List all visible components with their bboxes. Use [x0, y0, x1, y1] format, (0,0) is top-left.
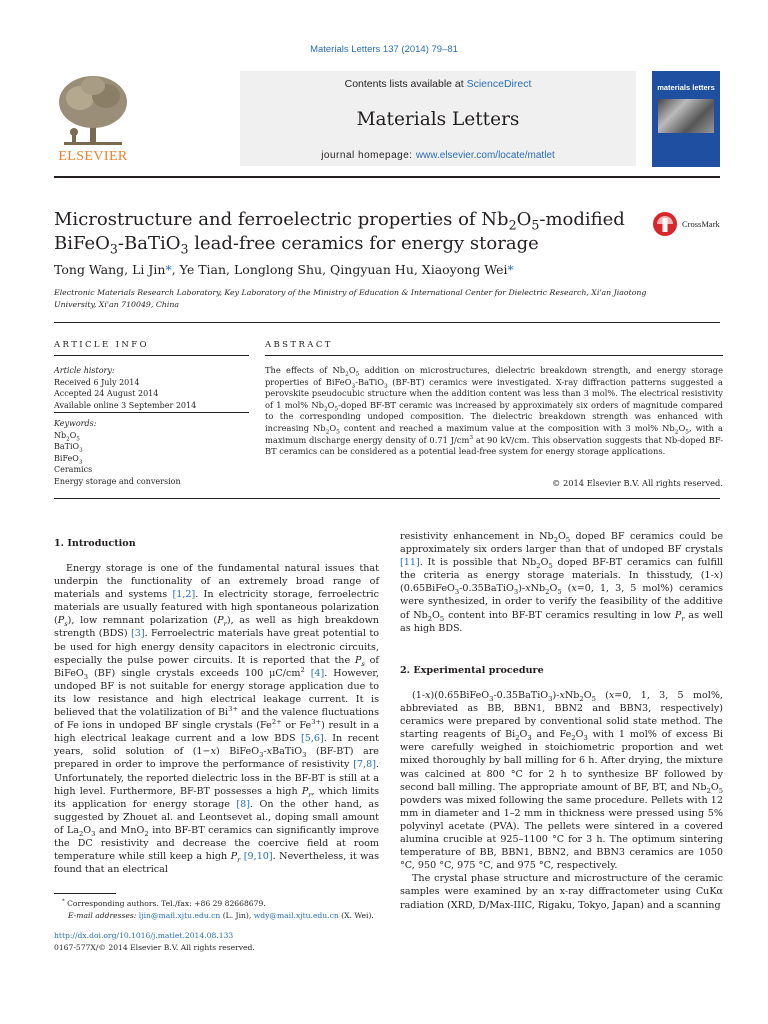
section-2-heading: 2. Experimental procedure — [400, 665, 544, 676]
sciencedirect-link[interactable]: ScienceDirect — [466, 78, 532, 90]
keywords-block — [54, 418, 249, 487]
keyword: $Nb_2O_5$ — [54, 430, 80, 443]
elsevier-tree-logo — [54, 72, 132, 148]
cover-image — [658, 99, 714, 133]
running-header[interactable]: Materials Letters 137 (2014) 79–81 — [310, 44, 458, 55]
homepage-link[interactable]: www.elsevier.com/locate/matlet — [415, 150, 555, 161]
intro-continuation: resistivity enhancement in $Nb_2O_5$ doped BF ceramics could be approximately six orders larger than that of undoped BF crystals [11]. It is possible that $Nb_2O_5$ doped BF-BT ceramics can fulfill the criteria as energy storage materials. In thisstudy, $(1-x)(0.65BiFeO_3-0.35BaTiO_3)-xNb_2O_5$ (x=0, 1, 3, 5 mol%) ceramics were synthesized, in order to verify the feasibility of the additive of $Nb_2O_5$ content into BF-BT ceramics resulting in low $P_r$ as well as high BDS. — [400, 531, 723, 634]
section-1-body — [54, 562, 379, 876]
intro-paragraph: Energy storage is one of the fundamental natural issues that underpin the functionality of an extremely broad range of materials and systems [1,2]. In electricity storage, ferroelectric materials are usually featured with high spontaneous polarization $(P_s)$, low remnant polarization $(P_r)$, as well as high breakdown strength (BDS) [3]. Ferroelectric materials have great potential to be used for high energy density capacitors in electronic circuits, especially the pulse power circuits. It is reported that the $P_s$ of BiFeO$_3$ (BF) single crystals exceeds 100 $\mu C/cm^2$ [4]. However, undoped BF is not suitable for energy storage application due to its low resistance and high electrical leakage current. It is believed that the volatilization of $Bi^{3+}$ and the valence fluctuations of Fe ions in undoped BF single crystals ($Fe^{2+}$ or $Fe^{3+}$) result in a high electrical leakage current and a low BDS [5,6]. In recent years, solid solution of (1−x) BiFeO$_3$-xBaTiO$_3$ (BF-BT) are prepared in order to improve the performance of resistivity [7,8]. Unfortunately, the reported dielectric loss in the BF-BT is still at a high level. Furthermore, BF-BT possesses a high $P_r$, which limits its application for energy storage [8]. On the other hand, as suggested by Zhouet al. and Leontsevet al., doping small amount of $La_2O_3$ and MnO$_2$ into BF-BT ceramics can significantly improve the DC resistivity and decrease the coercive field at room temperature while still keep a high $P_r$ [9,10]. Nevertheless, it was found that an electrical — [54, 563, 380, 876]
masthead-banner — [240, 71, 636, 166]
affiliation-divider — [54, 322, 720, 323]
homepage-label: journal homepage: — [321, 150, 416, 161]
email-note: E-mail addresses: ljin@mail.xjtu.edu.cn (L. Jin), wdy@mail.xjtu.edu.cn (X. Wei). — [68, 910, 374, 920]
crossmark-icon — [652, 209, 678, 239]
footnote-rule — [54, 893, 116, 894]
page-footer — [54, 930, 414, 953]
abstract-copyright: © 2014 Elsevier B.V. All rights reserved. — [552, 478, 723, 488]
footnote — [62, 898, 392, 921]
article-history — [54, 365, 249, 411]
issn-copyright: 0167-577X/© 2014 Elsevier B.V. All rights reserved. — [54, 942, 255, 952]
received-date: Received 6 July 2014 — [54, 377, 140, 387]
crossmark-label: CrossMark — [682, 219, 720, 229]
journal-cover-thumbnail[interactable] — [652, 71, 720, 167]
abstract-heading: ABSTRACT — [265, 340, 333, 350]
article-title — [54, 208, 644, 256]
corresponding-note: * Corresponding authors. Tel./fax: +86 29 82668679. — [62, 898, 266, 908]
keywords-label: Keywords: — [54, 419, 97, 428]
title-line-1: Microstructure and ferroelectric properties of $Nb_2O_5$-modified — [54, 209, 625, 233]
experimental-paragraph-2: The crystal phase structure and microstructure of the ceramic samples were examined by an x-ray diffractometer using CuKα radiation (XRD, D/Max-IIIC, Rigaku, Tokyo, Japan) and a scanning — [400, 873, 723, 911]
title-line-2: BiFeO$_3$-BaTiO$_3$ lead-free ceramics for energy storage — [54, 233, 539, 257]
keyword: BaTiO$_3$ — [54, 442, 83, 454]
masthead-divider — [54, 176, 720, 178]
contents-prefix: Contents lists available at — [344, 78, 467, 90]
article-info-heading: ARTICLE INFO — [54, 340, 149, 350]
cover-title: materials letters — [657, 83, 715, 92]
section-1-continued — [400, 530, 723, 635]
affiliation: Electronic Materials Research Laboratory, Key Laboratory of the Ministry of Education & International Center for Dielectric Research, Xi'an Jiaotong University, Xi'an 710049, China — [54, 288, 647, 309]
contents-line — [240, 78, 636, 90]
history-rule — [54, 412, 249, 413]
author-list: Tong Wang, Li Jin*, Ye Tian, Longlong Shu, Qingyuan Hu, Xiaoyong Wei* — [54, 262, 514, 277]
keyword: BiFeO$_3$ — [54, 453, 83, 466]
journal-name: Materials Letters — [356, 109, 520, 130]
abstract-text: The effects of $Nb_2O_5$ addition on microstructures, dielectric breakdown strength, and energy storage properties of BiFeO$_3$-BaTiO$_3$ (BF-BT) ceramics were investigated. X-ray diffraction patterns suggested a perovskite pseudocubic structure when the addition content was less than 3 mol%. The electrical resistivity of 1 mol% $Nb_2O_5$-doped BF-BT ceramic was increased by approximately six orders of magnitude compared to the corresponding undoped composition. The dielectric breakdown strength was enhanced with increasing $Nb_2O_5$ content and reached a maximum value at the composition with 3 mol% $Nb_2O_5$, with a maximum discharge energy density of 0.71 $J/cm^3$ at 90 kV/cm. This observation suggests that Nb-doped BF-BT ceramics can be considered as a potential lead-free system for energy storage applications. — [265, 365, 724, 457]
abstract-rule — [265, 355, 723, 356]
doi-link[interactable]: http://dx.doi.org/10.1016/j.matlet.2014.08.133 — [54, 931, 234, 940]
crossmark-badge[interactable] — [652, 209, 722, 241]
history-label: Article history: — [54, 366, 115, 375]
section-2-body — [400, 689, 723, 912]
keyword: Ceramics — [54, 465, 93, 474]
section-1-heading: 1. Introduction — [54, 538, 136, 549]
article-info-rule — [54, 355, 249, 356]
abstract-bottom-rule — [54, 498, 720, 499]
publisher-name: ELSEVIER — [58, 149, 128, 164]
accepted-date: Accepted 24 August 2014 — [54, 389, 159, 398]
keyword: Energy storage and conversion — [54, 476, 181, 486]
experimental-paragraph-1: $(1-x)(0.65BiFeO_3-0.35BaTiO_3)-xNb_2O_5$ (x=0, 1, 3, 5 mol%, abbreviated as BB, BBN1, BBN2 and BBN3, respectively) ceramics were prepared by conventional solid state method. The starting reagents of $Bi_2O_3$ and $Fe_2O_3$ with 1 mol% of excess Bi were carefully weighed in stoichiometric proportion and wet mixed thoroughly by ball milling for 6 h. After drying, the mixture was calcined at 800 °C for 2 h to synthesize BF followed by second ball milling. The appropriate amount of BF, BT, and $Nb_2O_5$ powders was mixed following the same procedure. Pellets with 12 mm in diameter and 1–2 mm in thickness were pressed using 5% polyvinyl acetate (PVA). The pellets were sintered in a covered alumina crucible at 925–1100 °C for 3 h. The optimum sintering temperature of BB, BBN1, BBN2, and BBN3 ceramics are 1050 °C, 950 °C, 975 °C, and 975 °C, respectively. — [400, 690, 723, 872]
online-date: Available online 3 September 2014 — [54, 400, 197, 410]
journal-homepage-line — [240, 150, 636, 161]
